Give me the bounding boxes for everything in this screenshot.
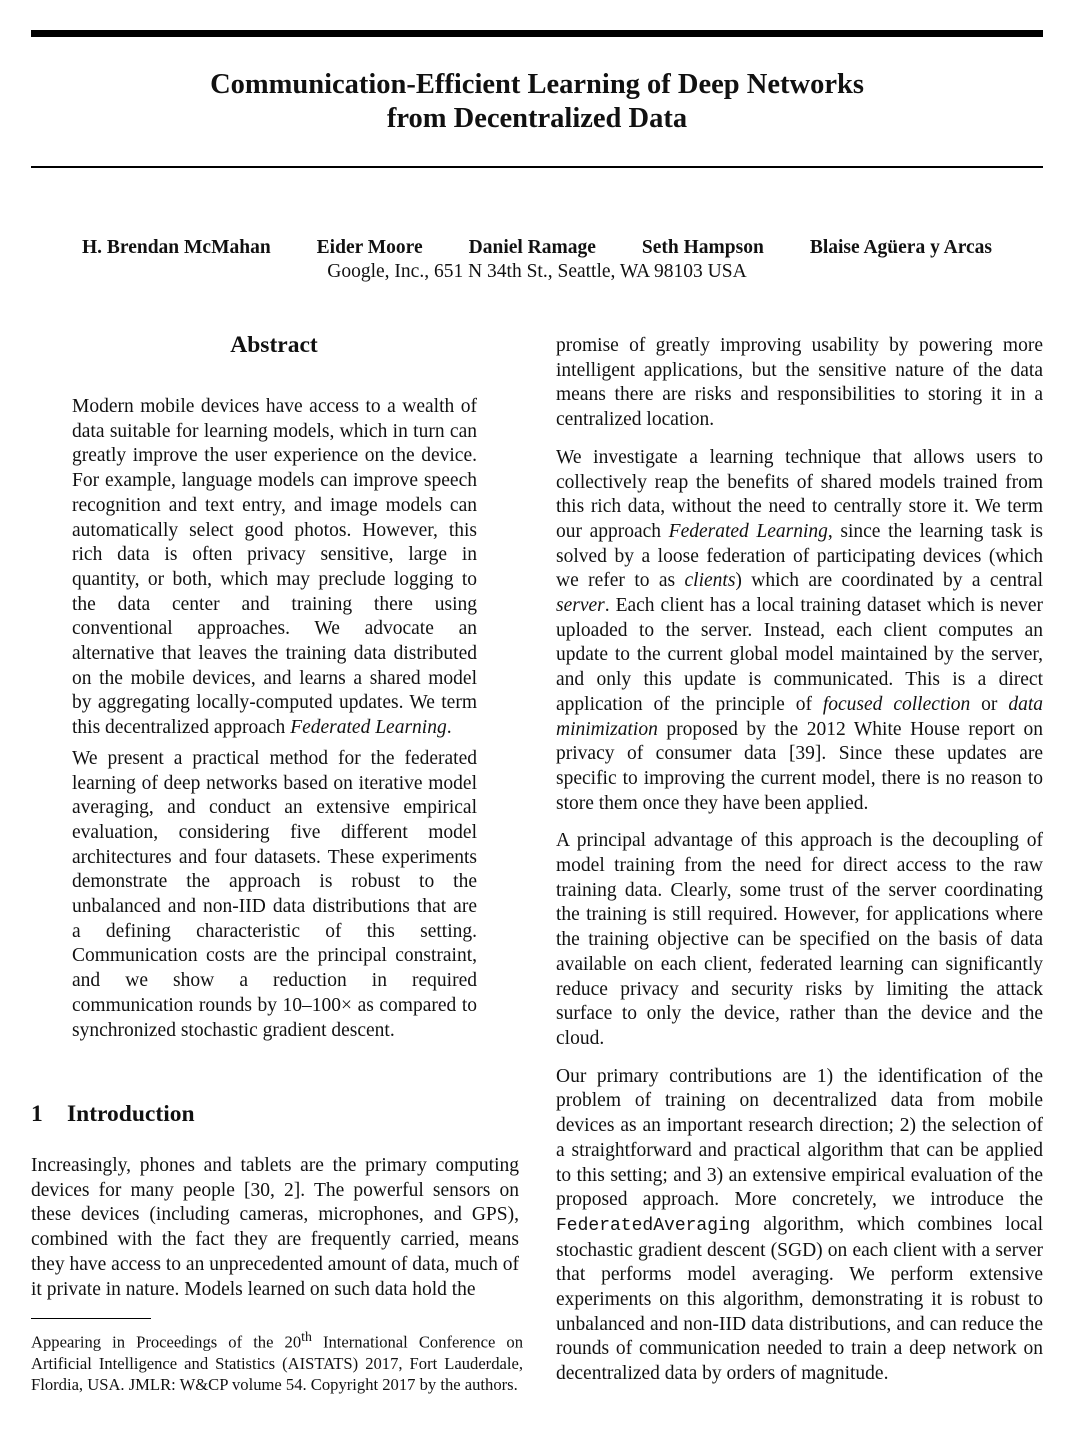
section-heading-introduction <box>31 1098 195 1130</box>
introduction-body <box>31 1154 519 1302</box>
right-paragraph-4: Our primary contributions are 1) the identification of the problem of training on decentralized data from mobile devices as an important research direction; 2) the selection of a straightforward and practical algorithm that can be applied to this setting; and 3) an extensive empirical evaluation of the proposed approach. More concretely, we introduce the FederatedAveraging algorithm, which combines local stochastic gradient descent (SGD) on each client with a server that performs model averaging. We perform extensive experiments on this algorithm, demonstrating it is robust to unbalanced and non-IID data distributions, and can reduce the rounds of communication needed to train a deep network on decentralized data by orders of magnitude. <box>556 1065 1043 1385</box>
title-rule <box>31 166 1043 168</box>
top-rule <box>31 30 1043 37</box>
author: H. Brendan McMahan <box>81 237 271 258</box>
author: Eider Moore <box>316 237 423 258</box>
author: Blaise Agüera y Arcas <box>809 237 993 258</box>
right-paragraph-3: A principal advantage of this approach is the decoupling of model training from the need for direct access to the raw training data. Clearly, some trust of the server coordinating the training is still required. However, for applications where the training objective can be specified on the basis of data available on each client, federated learning can significantly reduce privacy and security risks by limiting the attack surface to only the device, rather than the device and the cloud. <box>556 830 1043 1049</box>
footnote-rule <box>31 1318 151 1319</box>
right-column <box>556 334 1043 1387</box>
section-number: 1 <box>31 1101 43 1127</box>
emphasis: Federated Learning <box>290 717 447 739</box>
abstract-paragraph-2: We present a practical method for the federated learning of deep networks based on iterative model averaging, and conduct an extensive empirical evaluation, considering five different model architectures and four datasets. These experiments demonstrate the approach is robust to the unbalanced and non-IID data distributions that are a defining characteristic of this setting. Communication costs are the principal constraint, and we show a reduction in required communication rounds by 10–100× as compared to synchronized stochastic gradient descent. <box>72 747 477 1041</box>
abstract-heading: Abstract <box>230 332 318 358</box>
author: Daniel Ramage <box>468 237 596 258</box>
author-list <box>31 236 1043 260</box>
section-title: Introduction <box>67 1101 195 1127</box>
affiliation: Google, Inc., 651 N 34th St., Seattle, WA 98103 USA <box>327 261 747 282</box>
footnote: Appearing in Proceedings of the 20th International Conference on Artificial Intelligence and Statistics (AISTATS) 2017, Fort Lauderdale, Flordia, USA. JMLR: W&CP volume 54. Copyright 2017 by the authors. <box>31 1329 523 1394</box>
right-paragraph-1: promise of greatly improving usability by powering more intelligent applications, but the sensitive nature of the data means there are risks and responsibilities to storing it in a centralized location. <box>556 335 1043 431</box>
paper-title <box>31 68 1043 136</box>
superscript: th <box>301 1329 312 1344</box>
title-line-1: Communication-Efficient Learning of Deep Networks <box>210 69 864 100</box>
abstract-paragraph-1: Modern mobile devices have access to a wealth of data suitable for learning models, which in turn can greatly improve the user experience on the device. For example, language models can improve speech recognition and text entry, and image models can automatically select good photos. However, this rich data is often privacy sensitive, large in quantity, or both, which may preclude logging to the data center and training there using conventional approaches. We advocate an alternative that leaves the training data distributed on the mobile devices, and learns a shared model by aggregating locally-computed updates. We term this decentralized approach Federated Learning. <box>72 396 477 739</box>
abstract-body <box>72 395 477 1043</box>
title-line-2: from Decentralized Data <box>386 103 688 134</box>
intro-paragraph-1: Increasingly, phones and tablets are the primary computing devices for many people [30, 2]. The powerful sensors on these devices (including cameras, microphones, and GPS), combined with the fact they are frequently carried, means they have access to an unprecedented amount of data, much of it private in nature. Models learned on such data hold the <box>31 1155 519 1300</box>
author: Seth Hampson <box>641 237 764 258</box>
right-paragraph-2: We investigate a learning technique that allows users to collectively reap the benefits of shared models trained from this rich data, without the need to centrally store it. We term our approach Federated Learning, since the learning task is solved by a loose federation of participating devices (which we refer to as clients) which are coordinated by a central server. Each client has a local training dataset which is never uploaded to the server. Instead, each client computes an update to the current global model maintained by the server, and only this update is communicated. This is a direct application of the principle of focused collection or data minimization proposed by the 2012 White House report on privacy of consumer data [39]. Since these updates are specific to improving the current model, there is no reason to store them once they have been applied. <box>556 446 1044 814</box>
algorithm-name: FederatedAveraging <box>556 1215 751 1236</box>
